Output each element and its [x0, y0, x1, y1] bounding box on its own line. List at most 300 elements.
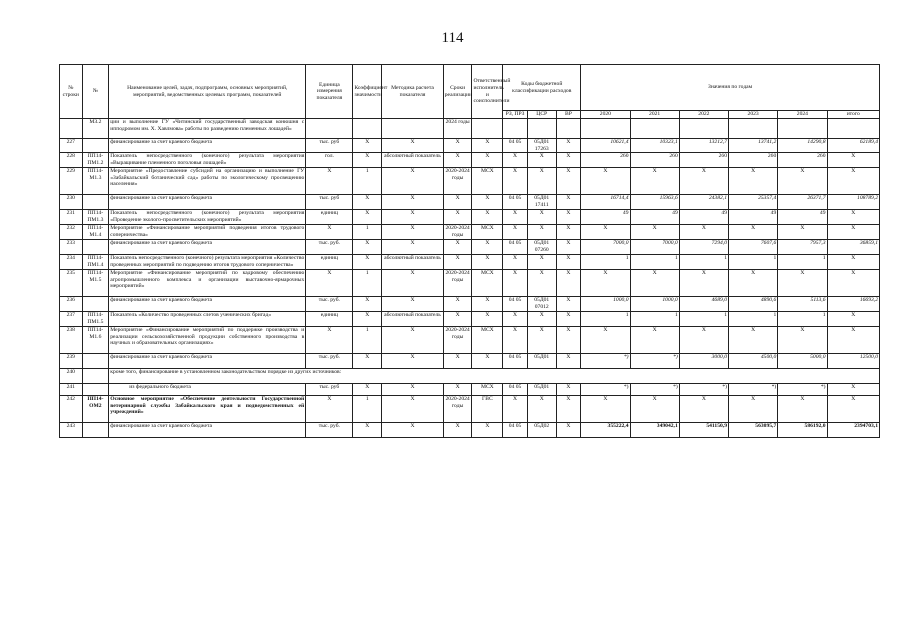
period-cell: Х: [443, 297, 472, 312]
vr-cell: Х: [556, 354, 581, 369]
value-cell-2023: Х: [729, 327, 778, 354]
value-cell-2023: [729, 119, 778, 139]
name-cell: Основное мероприятие «Обеспечение деятельности Государственной ветеринарной службы Забайкальского края и подведомственных ей учреждений»: [109, 396, 306, 423]
executor-cell: Х: [472, 240, 503, 255]
value-cell-2024: 7957,3: [778, 240, 827, 255]
col-method: Методика расчета показателя: [382, 65, 444, 119]
value-cell-2020: Х: [581, 327, 630, 354]
code-cell: ПП14-ПМ1.3: [82, 210, 109, 225]
rz-cell: 04 05: [503, 354, 528, 369]
code-cell: [82, 139, 109, 153]
method-cell: Х: [382, 423, 444, 438]
total-cell: 62189,4: [827, 139, 880, 153]
row-number-cell: 235: [60, 270, 83, 297]
method-cell: абсолютный показатель: [382, 153, 444, 168]
value-cell-2022: *): [679, 384, 728, 396]
vr-cell: Х: [556, 195, 581, 210]
csr-cell: Х: [527, 270, 556, 297]
value-cell-2023: Х: [729, 225, 778, 240]
total-cell: Х: [827, 225, 880, 240]
col-code: №: [82, 65, 109, 119]
executor-cell: Х: [472, 139, 503, 153]
code-cell: ПП14-ПМ1.4: [82, 255, 109, 270]
rz-cell: 04 05: [503, 297, 528, 312]
code-cell: ПП14-ПМ1.5: [82, 312, 109, 327]
table-row: [60, 210, 880, 225]
csr-cell: 05Д01 07260: [527, 240, 556, 255]
method-cell: Х: [382, 168, 444, 195]
name-cell: финансирование за счет краевого бюджета: [109, 297, 306, 312]
name-cell: финансирование за счет краевого бюджета: [109, 139, 306, 153]
value-cell-2020: [581, 119, 630, 139]
period-cell: Х: [443, 312, 472, 327]
table-row: [60, 195, 880, 210]
total-cell: Х: [827, 270, 880, 297]
col-unit: Единица измерения показателя: [306, 65, 353, 119]
period-cell: 2020-2024 годы: [443, 270, 472, 297]
col-executor: Ответственный исполнитель и соисполнители: [472, 65, 503, 119]
value-cell-2024: [778, 119, 827, 139]
unit-cell: Х: [306, 396, 353, 423]
table-row: [60, 139, 880, 153]
row-number-cell: 230: [60, 195, 83, 210]
executor-cell: Х: [472, 297, 503, 312]
method-cell: Х: [382, 270, 444, 297]
executor-cell: Х: [472, 354, 503, 369]
rz-cell: Х: [503, 327, 528, 354]
col-budget: Коды бюджетной классификации расходов: [503, 65, 581, 111]
total-cell: 16693,2: [827, 297, 880, 312]
rz-cell: Х: [503, 168, 528, 195]
value-cell-2020: 355222,4: [581, 423, 630, 438]
method-cell: Х: [382, 384, 444, 396]
rz-cell: Х: [503, 270, 528, 297]
total-cell: Х: [827, 153, 880, 168]
value-cell-2021: Х: [630, 225, 679, 240]
unit-cell: тыс. руб.: [306, 240, 353, 255]
period-cell: 2024 годы: [443, 119, 472, 139]
value-cell-2022: Х: [679, 327, 728, 354]
vr-cell: Х: [556, 423, 581, 438]
table-row: [60, 312, 880, 327]
value-cell-2022: 13212,7: [679, 139, 728, 153]
name-cell: Показатель непосредственного (конечного) результата мероприятия «Выращивание племенного поголовья лошадей»: [110, 153, 305, 166]
method-cell: Х: [382, 297, 444, 312]
csr-cell: [527, 119, 556, 139]
name-cell: финансирование за счет краевого бюджета: [109, 354, 306, 369]
value-cell-2021: 349042,1: [630, 423, 679, 438]
period-cell: Х: [443, 423, 472, 438]
value-cell-2021: 1000,0: [630, 297, 679, 312]
table-row: [60, 255, 880, 270]
value-cell-2024: Х: [778, 270, 827, 297]
col-2023: 2023: [729, 111, 778, 119]
method-cell: абсолютный показатель: [382, 312, 444, 327]
method-cell: Х: [382, 240, 444, 255]
name-cell: Показатель непосредственного (конечного) результата мероприятия «Количество проведенных мероприятий по подведению итогов трудового соперничества»: [110, 255, 305, 268]
weight-cell: Х: [353, 195, 382, 210]
total-cell: Х: [827, 210, 880, 225]
value-cell-2021: Х: [630, 327, 679, 354]
csr-cell: Х: [527, 312, 556, 327]
value-cell-2020: 49: [581, 210, 630, 225]
total-cell: Х: [827, 255, 880, 270]
csr-cell: 05Д02: [527, 423, 556, 438]
row-number-cell: 240: [60, 369, 83, 384]
executor-cell: Х: [472, 255, 503, 270]
value-cell-2021: 15963,6: [630, 195, 679, 210]
period-cell: 2020-2024 годы: [443, 225, 472, 240]
col-row-no: № строки: [60, 65, 83, 119]
code-cell: ПП14-М1.6: [82, 327, 109, 354]
unit-cell: тыс. руб: [306, 139, 353, 153]
unit-cell: Х: [306, 168, 353, 195]
rz-cell: 04 05: [503, 384, 528, 396]
unit-cell: гол.: [306, 153, 353, 168]
value-cell-2023: 1: [729, 312, 778, 327]
row-number-cell: 239: [60, 354, 83, 369]
weight-cell: Х: [353, 139, 382, 153]
row-number-cell: 238: [60, 327, 83, 354]
table-row: [60, 153, 880, 168]
unit-cell: тыс. руб.: [306, 297, 353, 312]
period-cell: Х: [443, 354, 472, 369]
value-cell-2020: Х: [581, 225, 630, 240]
period-cell: Х: [443, 195, 472, 210]
vr-cell: Х: [556, 240, 581, 255]
name-cell: кроме того, финансирование в установленном законодательством порядке из других источников:: [109, 369, 880, 384]
executor-cell: Х: [472, 312, 503, 327]
value-cell-2023: 49: [729, 210, 778, 225]
value-cell-2021: 1: [630, 312, 679, 327]
executor-cell: МСХ: [472, 384, 503, 396]
table-row: [60, 168, 880, 195]
total-cell: [827, 119, 880, 139]
name-cell: Мероприятие «Финансирование мероприятий подведения итогов трудового соперничества»: [110, 225, 305, 238]
code-cell: [82, 369, 109, 384]
csr-cell: 05Д01 17263: [527, 139, 556, 153]
vr-cell: Х: [556, 384, 581, 396]
table-row: [60, 119, 880, 139]
period-cell: 2020-2024 годы: [443, 168, 472, 195]
weight-cell: Х: [353, 297, 382, 312]
col-2020: 2020: [581, 111, 630, 119]
weight-cell: Х: [353, 312, 382, 327]
unit-cell: [306, 119, 353, 139]
value-cell-2023: 7607,6: [729, 240, 778, 255]
method-cell: Х: [382, 139, 444, 153]
page-number: 114: [441, 30, 464, 46]
table-row: [60, 354, 880, 369]
vr-cell: Х: [556, 153, 581, 168]
row-number-cell: 237: [60, 312, 83, 327]
rz-cell: Х: [503, 396, 528, 423]
executor-cell: МСХ: [472, 225, 503, 240]
value-cell-2022: Х: [679, 270, 728, 297]
weight-cell: 1: [353, 168, 382, 195]
method-cell: Х: [382, 327, 444, 354]
value-cell-2023: 4500,0: [729, 354, 778, 369]
period-cell: Х: [443, 240, 472, 255]
unit-cell: тыс. руб.: [306, 423, 353, 438]
col-2024: 2024: [778, 111, 827, 119]
executor-cell: Х: [472, 195, 503, 210]
executor-cell: Х: [472, 210, 503, 225]
rz-cell: 04 05: [503, 240, 528, 255]
value-cell-2023: Х: [729, 168, 778, 195]
executor-cell: МСХ: [472, 270, 503, 297]
value-cell-2024: 260: [778, 153, 827, 168]
value-cell-2024: Х: [778, 168, 827, 195]
value-cell-2023: 13741,2: [729, 139, 778, 153]
method-cell: Х: [382, 225, 444, 240]
method-cell: Х: [382, 396, 444, 423]
code-cell: [82, 384, 109, 396]
vr-cell: Х: [556, 396, 581, 423]
value-cell-2024: 5000,0: [778, 354, 827, 369]
code-cell: ПП14-М1.4: [82, 225, 109, 240]
code-cell: [82, 423, 109, 438]
unit-cell: Х: [306, 270, 353, 297]
code-cell: [82, 354, 109, 369]
value-cell-2021: 1: [630, 255, 679, 270]
col-rz: РЗ, ПРЗ: [503, 111, 528, 119]
value-cell-2020: 1000,0: [581, 297, 630, 312]
value-cell-2022: 541150,9: [679, 423, 728, 438]
unit-cell: Х: [306, 225, 353, 240]
table-row: [60, 423, 880, 438]
weight-cell: 1: [353, 396, 382, 423]
value-cell-2022: Х: [679, 396, 728, 423]
value-cell-2021: [630, 119, 679, 139]
value-cell-2022: 4689,0: [679, 297, 728, 312]
row-number-cell: 231: [60, 210, 83, 225]
table-row: [60, 384, 880, 396]
code-cell: [82, 297, 109, 312]
row-number-cell: 228: [60, 153, 83, 168]
col-values: Значения по годам: [581, 65, 880, 111]
value-cell-2020: 260: [581, 153, 630, 168]
name-cell: ции и выполнение ГУ «Читинский государственный заводская конюшня с ипподромом им. Х. Хавлмова» работы по разведению племенных лошадей»: [109, 119, 306, 139]
table-row: [60, 327, 880, 354]
weight-cell: [353, 119, 382, 139]
value-cell-2020: *): [581, 384, 630, 396]
method-cell: Х: [382, 210, 444, 225]
value-cell-2022: [679, 119, 728, 139]
value-cell-2020: 10621,4: [581, 139, 630, 153]
csr-cell: Х: [527, 168, 556, 195]
name-cell: Мероприятие «Финансирование мероприятий по кадровому обеспечению агропромышленного комплекса и организации выставочно-ярмарочных мероприятий»: [109, 270, 306, 297]
value-cell-2024: 5113,6: [778, 297, 827, 312]
method-cell: Х: [382, 195, 444, 210]
rz-cell: Х: [503, 255, 528, 270]
value-cell-2024: Х: [778, 327, 827, 354]
vr-cell: Х: [556, 270, 581, 297]
total-cell: Х: [827, 396, 880, 423]
unit-cell: единиц: [306, 312, 353, 327]
value-cell-2021: *): [630, 354, 679, 369]
name-cell: Мероприятие «Предоставление субсидий на организацию и выполнение ГУ «Забайкальский ботанический сад» работы по экологическому просвещению населения»: [109, 168, 306, 195]
code-cell: [82, 240, 109, 255]
executor-cell: Х: [472, 153, 503, 168]
value-cell-2022: 1: [679, 255, 728, 270]
value-cell-2023: 260: [729, 153, 778, 168]
row-number-cell: 242: [60, 396, 83, 423]
value-cell-2022: 1: [679, 312, 728, 327]
vr-cell: Х: [556, 210, 581, 225]
code-cell: ПП14-М1.3: [82, 168, 109, 195]
value-cell-2022: 260: [679, 153, 728, 168]
col-2022: 2022: [679, 111, 728, 119]
csr-cell: Х: [527, 210, 556, 225]
value-cell-2022: Х: [679, 225, 728, 240]
value-cell-2020: 16714,4: [581, 195, 630, 210]
value-cell-2022: 24382,1: [679, 195, 728, 210]
value-cell-2021: 260: [630, 153, 679, 168]
unit-cell: тыс. руб: [306, 384, 353, 396]
unit-cell: Х: [306, 327, 353, 354]
col-weight: Коэффициент значимости: [353, 65, 382, 119]
value-cell-2020: Х: [581, 396, 630, 423]
value-cell-2022: 7294,0: [679, 240, 728, 255]
rz-cell: Х: [503, 312, 528, 327]
code-cell: ПП14-ПМ1.2: [82, 153, 109, 168]
value-cell-2023: 1: [729, 255, 778, 270]
weight-cell: 1: [353, 270, 382, 297]
total-cell: 2394703,1: [827, 423, 880, 438]
period-cell: Х: [443, 139, 472, 153]
row-number-cell: 229: [60, 168, 83, 195]
total-cell: Х: [827, 384, 880, 396]
period-cell: 2020-2024 годы: [443, 396, 472, 423]
method-cell: абсолютный показатель: [382, 255, 444, 270]
period-cell: Х: [443, 153, 472, 168]
row-number-cell: 236: [60, 297, 83, 312]
value-cell-2021: Х: [630, 396, 679, 423]
csr-cell: 05Д01: [527, 384, 556, 396]
total-cell: 12500,0: [827, 354, 880, 369]
rz-cell: Х: [503, 153, 528, 168]
vr-cell: Х: [556, 168, 581, 195]
weight-cell: Х: [353, 423, 382, 438]
rz-cell: 04 05: [503, 423, 528, 438]
weight-cell: Х: [353, 153, 382, 168]
value-cell-2021: 7000,0: [630, 240, 679, 255]
value-cell-2023: 4890,6: [729, 297, 778, 312]
vr-cell: Х: [556, 327, 581, 354]
col-csr: ЦСР: [527, 111, 556, 119]
unit-cell: единиц: [306, 210, 353, 225]
name-cell: Мероприятие «Финансирование мероприятий по поддержке производства и реализации сельскохозяйственной продукции собственного производства в научных и образовательных организациях»: [109, 327, 306, 354]
value-cell-2021: Х: [630, 270, 679, 297]
value-cell-2024: 586192,0: [778, 423, 827, 438]
row-number-cell: 243: [60, 423, 83, 438]
value-cell-2021: Х: [630, 168, 679, 195]
total-cell: 36859,1: [827, 240, 880, 255]
executor-cell: МСХ: [472, 327, 503, 354]
value-cell-2024: Х: [778, 225, 827, 240]
value-cell-2020: Х: [581, 270, 630, 297]
name-cell: Показатель «Количество проведенных слетов ученических бригад»: [109, 312, 306, 327]
value-cell-2023: Х: [729, 396, 778, 423]
vr-cell: [556, 119, 581, 139]
value-cell-2020: 1: [581, 255, 630, 270]
code-cell: [82, 195, 109, 210]
value-cell-2024: Х: [778, 396, 827, 423]
unit-cell: тыс. руб: [306, 195, 353, 210]
executor-cell: МСХ: [472, 168, 503, 195]
total-cell: Х: [827, 327, 880, 354]
row-number-cell: 232: [60, 225, 83, 240]
name-cell: финансирование за счет краевого бюджета: [109, 195, 306, 210]
col-total: итого: [827, 111, 880, 119]
executor-cell: ГВС: [472, 396, 503, 423]
vr-cell: Х: [556, 297, 581, 312]
code-cell: МЗ.2: [82, 119, 109, 139]
csr-cell: 05Д01: [527, 354, 556, 369]
name-cell: финансирование за счет краевого бюджета: [109, 423, 306, 438]
rz-cell: 04 05: [503, 139, 528, 153]
executor-cell: Х: [472, 423, 503, 438]
total-cell: Х: [827, 168, 880, 195]
period-cell: 2020-2024 годы: [443, 327, 472, 354]
value-cell-2024: 1: [778, 255, 827, 270]
value-cell-2024: 26371,7: [778, 195, 827, 210]
value-cell-2021: 10323,1: [630, 139, 679, 153]
name-cell: из федерального бюджета: [109, 384, 306, 396]
col-period: Сроки реализации: [443, 65, 472, 119]
code-cell: ПП14-М1.5: [82, 270, 109, 297]
csr-cell: Х: [527, 327, 556, 354]
code-cell: ПП14-ОМ2: [82, 396, 109, 423]
period-cell: Х: [443, 210, 472, 225]
rz-cell: Х: [503, 210, 528, 225]
weight-cell: Х: [353, 255, 382, 270]
row-number-cell: [60, 119, 83, 139]
value-cell-2023: *): [729, 384, 778, 396]
rz-cell: [503, 119, 528, 139]
weight-cell: 1: [353, 327, 382, 354]
weight-cell: Х: [353, 210, 382, 225]
value-cell-2023: Х: [729, 270, 778, 297]
csr-cell: Х: [527, 396, 556, 423]
table-row: [60, 369, 880, 384]
rz-cell: 04 05: [503, 195, 528, 210]
weight-cell: Х: [353, 240, 382, 255]
table-row: [60, 240, 880, 255]
table-row: [60, 396, 880, 423]
total-cell: 108789,2: [827, 195, 880, 210]
total-cell: Х: [827, 312, 880, 327]
value-cell-2023: 25357,4: [729, 195, 778, 210]
weight-cell: Х: [353, 384, 382, 396]
row-number-cell: 234: [60, 255, 83, 270]
unit-cell: единиц: [306, 255, 353, 270]
period-cell: Х: [443, 255, 472, 270]
name-cell: Показатель непосредственного (конечного) результата мероприятия «Проведение эколого-просветительских мероприятий»: [110, 210, 305, 223]
vr-cell: Х: [556, 255, 581, 270]
vr-cell: Х: [556, 312, 581, 327]
row-number-cell: 227: [60, 139, 83, 153]
value-cell-2023: 563095,7: [729, 423, 778, 438]
vr-cell: Х: [556, 139, 581, 153]
csr-cell: Х: [527, 153, 556, 168]
row-number-cell: 233: [60, 240, 83, 255]
value-cell-2021: 49: [630, 210, 679, 225]
csr-cell: Х: [527, 255, 556, 270]
csr-cell: Х: [527, 225, 556, 240]
vr-cell: Х: [556, 225, 581, 240]
